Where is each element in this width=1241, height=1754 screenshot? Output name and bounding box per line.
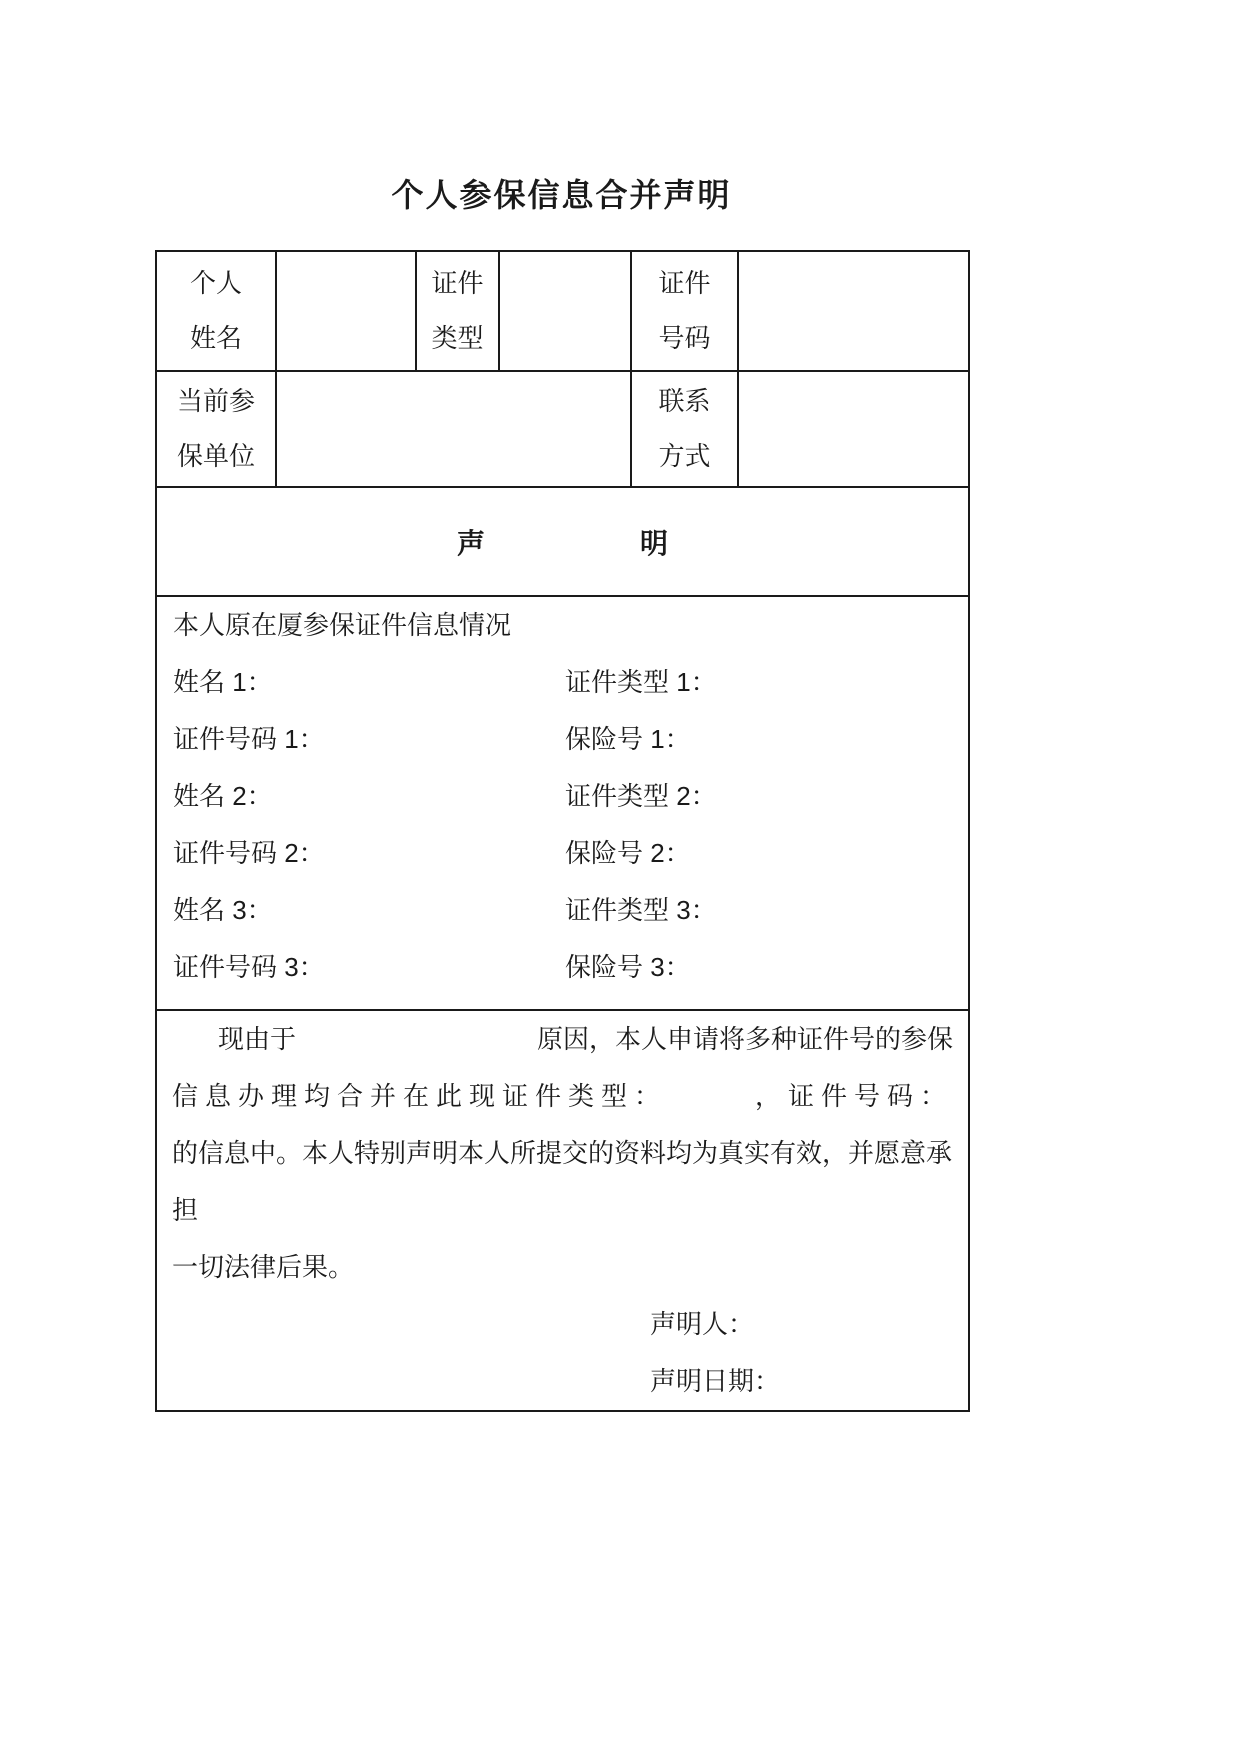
- name-3-label[interactable]: 姓名 3：: [173, 895, 273, 925]
- current-unit-field[interactable]: [276, 371, 631, 487]
- contact-field[interactable]: [738, 371, 969, 487]
- declaration-body-cell: [156, 1010, 969, 1411]
- declaration-header: 声明: [156, 487, 969, 596]
- label-line: 联系: [658, 386, 711, 416]
- ids-entry-row: [173, 882, 952, 939]
- row-declaration-header: [156, 487, 969, 596]
- statement-line-4: 一切法律后果。: [172, 1252, 355, 1282]
- id-type-2-label[interactable]: 证件类型 2：: [565, 781, 717, 811]
- row-identity: [156, 251, 969, 371]
- id-type-label: [416, 251, 499, 371]
- ids-entry-row: [173, 711, 952, 768]
- label-line: 证件: [658, 268, 711, 298]
- merge-part2: ，证件号码：: [754, 1081, 953, 1111]
- declarant-label[interactable]: 声明人：: [650, 1309, 755, 1339]
- merge-line: [172, 1068, 953, 1125]
- name-1-label[interactable]: 姓名 1：: [173, 667, 273, 697]
- name-2-label[interactable]: 姓名 2：: [173, 781, 273, 811]
- declaration-form-table: [155, 250, 970, 1412]
- id-number-field[interactable]: [738, 251, 969, 371]
- id-number-1-label[interactable]: 证件号码 1：: [173, 724, 325, 754]
- id-number-2-label[interactable]: 证件号码 2：: [173, 838, 325, 868]
- reason-prefix: 现由于: [218, 1024, 297, 1054]
- insurance-no-1-label[interactable]: 保险号 1：: [565, 724, 691, 754]
- insurance-no-3-label[interactable]: 保险号 3：: [565, 952, 691, 982]
- label-line: 方式: [658, 441, 711, 471]
- person-name-label: [156, 251, 276, 371]
- ids-entry-row: [173, 768, 952, 825]
- label-line: 个人: [189, 268, 242, 298]
- label-line: 当前参: [176, 386, 255, 416]
- declaration-date-label[interactable]: 声明日期：: [650, 1366, 781, 1396]
- page-title: 个人参保信息合并声明: [391, 177, 732, 213]
- id-number-3-label[interactable]: 证件号码 3：: [173, 952, 325, 982]
- id-type-field[interactable]: [499, 251, 631, 371]
- ids-entry-row: [173, 939, 952, 996]
- contact-label: [631, 371, 738, 487]
- merge-blank-field[interactable]: [667, 1068, 755, 1125]
- ids-entry-row: [173, 825, 952, 882]
- person-name-field[interactable]: [276, 251, 416, 371]
- id-type-1-label[interactable]: 证件类型 1：: [565, 667, 717, 697]
- insurance-no-2-label[interactable]: 保险号 2：: [565, 838, 691, 868]
- merge-part1: 信息办理均合并在此现证件类型：: [172, 1081, 668, 1111]
- reason-blank-field[interactable]: [296, 1011, 537, 1068]
- ids-entry-row: [173, 654, 952, 711]
- label-line: 类型: [431, 323, 484, 353]
- label-line: 姓名: [189, 323, 242, 353]
- id-number-label: [631, 251, 738, 371]
- label-line: 号码: [658, 323, 711, 353]
- row-unit-contact: [156, 371, 969, 487]
- label-line: 证件: [431, 268, 484, 298]
- previous-ids-intro: 本人原在厦参保证件信息情况: [173, 610, 512, 640]
- row-previous-ids: [156, 596, 969, 1010]
- previous-ids-cell: [156, 596, 969, 1010]
- row-declaration-body: [156, 1010, 969, 1411]
- id-type-3-label[interactable]: 证件类型 3：: [565, 895, 717, 925]
- current-unit-label: [156, 371, 276, 487]
- statement-line-3: 的信息中。本人特别声明本人所提交的资料均为真实有效，并愿意承担: [172, 1138, 953, 1225]
- reason-line: [172, 1011, 953, 1068]
- reason-suffix: 原因，本人申请将多种证件号的参保: [536, 1024, 953, 1054]
- label-line: 保单位: [176, 441, 255, 471]
